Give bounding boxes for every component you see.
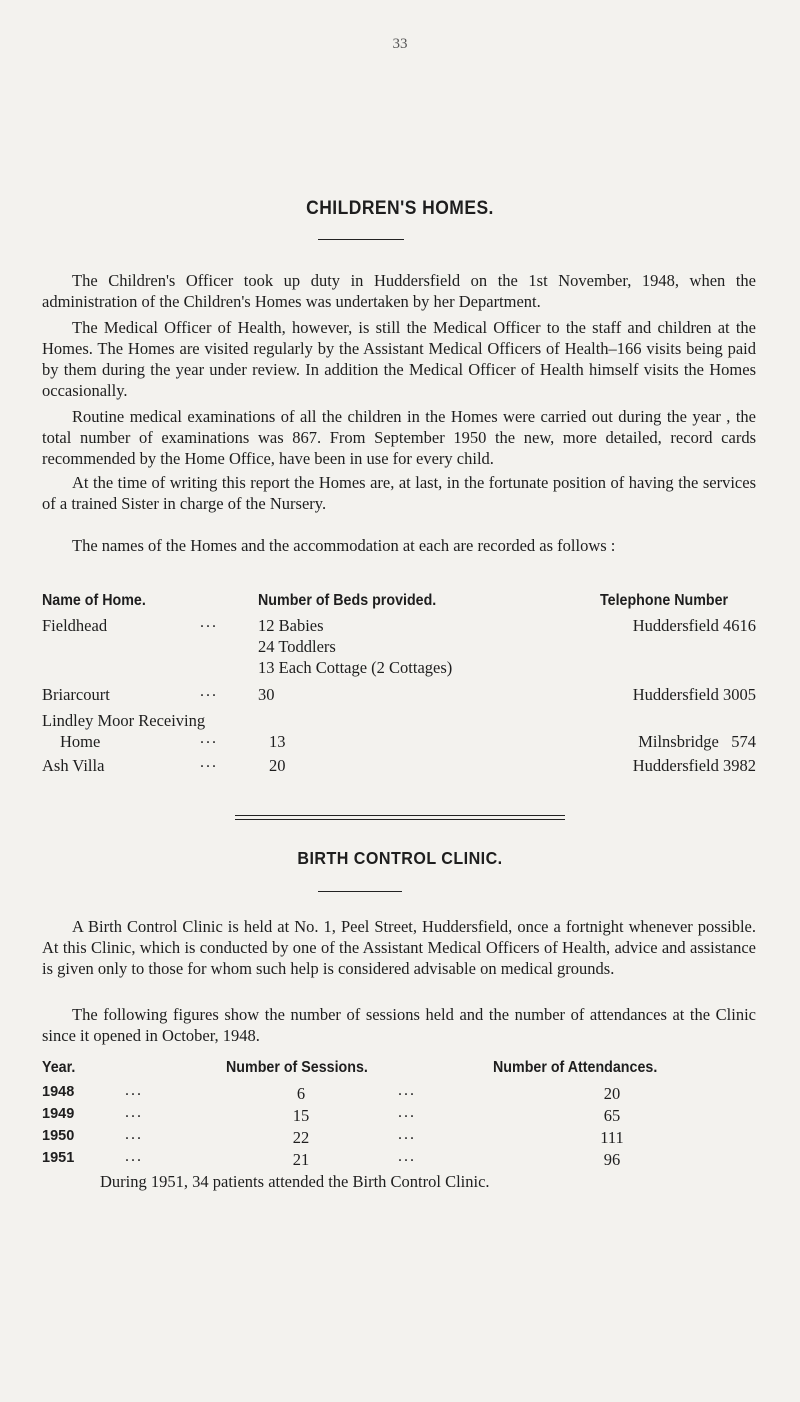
leader-dots: ... bbox=[200, 614, 218, 631]
column-header-telephone: Telephone Number bbox=[600, 592, 729, 609]
leader-dots: ... bbox=[200, 754, 218, 771]
column-header-name: Name of Home. bbox=[42, 592, 146, 609]
section-title-childrens-homes: CHILDREN'S HOMES. bbox=[306, 198, 494, 219]
leader-dots: ... bbox=[398, 1082, 416, 1099]
year-cell: 1949 bbox=[42, 1106, 75, 1122]
column-header-attendances: Number of Attendances. bbox=[493, 1059, 658, 1076]
clinic-summary: During 1951, 34 patients attended the Birth Control Clinic. bbox=[100, 1172, 490, 1191]
sessions-cell: 21 bbox=[292, 1150, 310, 1169]
leader-dots: ... bbox=[125, 1148, 143, 1165]
year-cell: 1948 bbox=[42, 1084, 75, 1100]
section-title-birth-control: BIRTH CONTROL CLINIC. bbox=[297, 848, 503, 868]
home-name: Briarcourt bbox=[42, 685, 110, 704]
home-beds: 13 Each Cottage (2 Cottages) bbox=[258, 658, 453, 677]
leader-dots: ... bbox=[398, 1104, 416, 1121]
home-name: Ash Villa bbox=[42, 756, 105, 775]
section-divider bbox=[235, 819, 565, 820]
paragraph: The names of the Homes and the accommodation at each are recorded as follows : bbox=[72, 536, 616, 555]
paragraph: The following figures show the number of sessions held and the number of attendances at the Clinic since it opened in October, 1948. bbox=[42, 1005, 756, 1045]
leader-dots: ... bbox=[125, 1126, 143, 1143]
leader-dots: ... bbox=[125, 1082, 143, 1099]
short-divider bbox=[318, 891, 402, 892]
paragraph: Routine medical examinations of all the children in the Homes were carried out during the year , the total number of examinations was 867. From September 1950 the new, more detailed, record cards recommended by the Home Office, have been in use for every child. bbox=[42, 407, 756, 468]
home-beds: 12 Babies bbox=[258, 616, 324, 635]
sessions-cell: 6 bbox=[296, 1084, 306, 1103]
leader-dots: ... bbox=[200, 683, 218, 700]
column-header-beds: Number of Beds provided. bbox=[258, 592, 437, 609]
attendances-cell: 96 bbox=[603, 1150, 621, 1169]
home-name: Lindley Moor Receiving bbox=[42, 711, 206, 730]
paragraph: At the time of writing this report the Homes are, at last, in the fortunate position of having the services of a trained Sister in charge of the Nursery. bbox=[42, 473, 756, 513]
year-cell: 1950 bbox=[42, 1128, 75, 1144]
home-beds: 30 bbox=[258, 685, 275, 704]
leader-dots: ... bbox=[398, 1126, 416, 1143]
sessions-cell: 15 bbox=[292, 1106, 310, 1125]
home-name: Home bbox=[60, 732, 101, 751]
leader-dots: ... bbox=[398, 1148, 416, 1165]
home-name: Fieldhead bbox=[42, 616, 108, 635]
column-header-year: Year. bbox=[42, 1059, 76, 1076]
attendances-cell: 65 bbox=[603, 1106, 621, 1125]
paragraph: The Medical Officer of Health, however, is still the Medical Officer to the staff and children at the Homes. The Homes are visited regularly by the Assistant Medical Officers of Health–166 visits being paid by them during the year under review. In addition the Medical Officer of Health himself visits the Homes occasionally. bbox=[42, 318, 756, 400]
attendances-cell: 20 bbox=[603, 1084, 621, 1103]
sessions-cell: 22 bbox=[292, 1128, 310, 1147]
home-beds: 24 Toddlers bbox=[258, 637, 336, 656]
page-number: 33 bbox=[392, 36, 408, 52]
section-divider bbox=[235, 815, 565, 816]
column-header-sessions: Number of Sessions. bbox=[226, 1059, 368, 1076]
home-telephone: Milnsbridge 574 bbox=[638, 732, 756, 751]
paragraph: The Children's Officer took up duty in Huddersfield on the 1st November, 1948, when the administration of the Children's Homes was undertaken by her Department. bbox=[42, 271, 756, 311]
attendances-cell: 111 bbox=[600, 1128, 624, 1147]
home-telephone: Huddersfield 3982 bbox=[632, 756, 756, 775]
leader-dots: ... bbox=[200, 730, 218, 747]
paragraph: A Birth Control Clinic is held at No. 1, Peel Street, Huddersfield, once a fortnight whenever possible. At this Clinic, which is conducted by one of the Assistant Medical Officers of Health, advice and assistance is given only to those for whom such help is considered advisable on medical grounds. bbox=[42, 917, 756, 978]
home-telephone: Huddersfield 4616 bbox=[632, 616, 756, 635]
short-divider bbox=[318, 239, 404, 240]
home-telephone: Huddersfield 3005 bbox=[632, 685, 756, 704]
home-beds: 13 bbox=[269, 732, 286, 751]
leader-dots: ... bbox=[125, 1104, 143, 1121]
home-beds: 20 bbox=[269, 756, 286, 775]
year-cell: 1951 bbox=[42, 1150, 75, 1166]
